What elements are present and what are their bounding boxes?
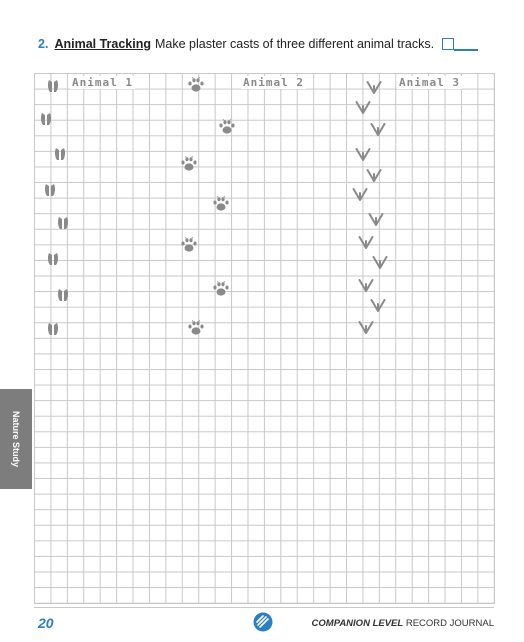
column-label-animal-2: Animal 2 <box>243 76 304 89</box>
club-logo-icon <box>253 612 273 632</box>
bird-footprint-icon <box>355 147 371 161</box>
hoof-print-icon <box>57 288 69 302</box>
journal-title <box>312 618 494 629</box>
bird-footprint-icon <box>370 298 386 312</box>
completion-line <box>454 49 478 51</box>
hoof-print-icon <box>47 322 59 336</box>
hoof-print-icon <box>57 216 69 230</box>
footer-divider <box>34 607 494 608</box>
column-label-animal-3: Animal 3 <box>399 76 460 89</box>
paw-print-icon <box>187 320 205 336</box>
page-number: 20 <box>38 615 54 631</box>
activity-number: 2. <box>38 37 49 51</box>
bird-footprint-icon <box>358 320 374 334</box>
hoof-print-icon <box>47 79 59 93</box>
journal-name: RECORD JOURNAL <box>405 618 494 629</box>
paw-print-icon <box>212 196 230 212</box>
bird-footprint-icon <box>368 212 384 226</box>
paw-print-icon <box>187 77 205 93</box>
tracking-grid <box>34 73 495 604</box>
bird-footprint-icon <box>355 100 371 114</box>
hoof-print-icon <box>40 112 52 126</box>
activity-instruction: Make plaster casts of three different animal tracks. <box>155 37 435 51</box>
bird-footprint-icon <box>358 235 374 249</box>
bird-footprint-icon <box>352 187 368 201</box>
bird-footprint-icon <box>372 255 388 269</box>
journal-level: COMPANION LEVEL <box>311 618 404 629</box>
paw-print-icon <box>180 237 198 253</box>
paw-print-icon <box>212 281 230 297</box>
activity-heading <box>38 37 478 51</box>
section-tab <box>0 389 32 489</box>
hoof-print-icon <box>47 252 59 266</box>
hoof-print-icon <box>54 147 66 161</box>
column-label-animal-1: Animal 1 <box>72 76 133 89</box>
bird-footprint-icon <box>366 168 382 182</box>
hoof-print-icon <box>44 183 56 197</box>
section-tab-label: Nature Study <box>11 410 21 468</box>
completion-checkbox[interactable] <box>442 38 454 50</box>
paw-print-icon <box>180 156 198 172</box>
activity-title: Animal Tracking <box>54 37 151 51</box>
bird-footprint-icon <box>366 80 382 94</box>
bird-footprint-icon <box>358 278 374 292</box>
paw-print-icon <box>218 119 236 135</box>
bird-footprint-icon <box>370 122 386 136</box>
